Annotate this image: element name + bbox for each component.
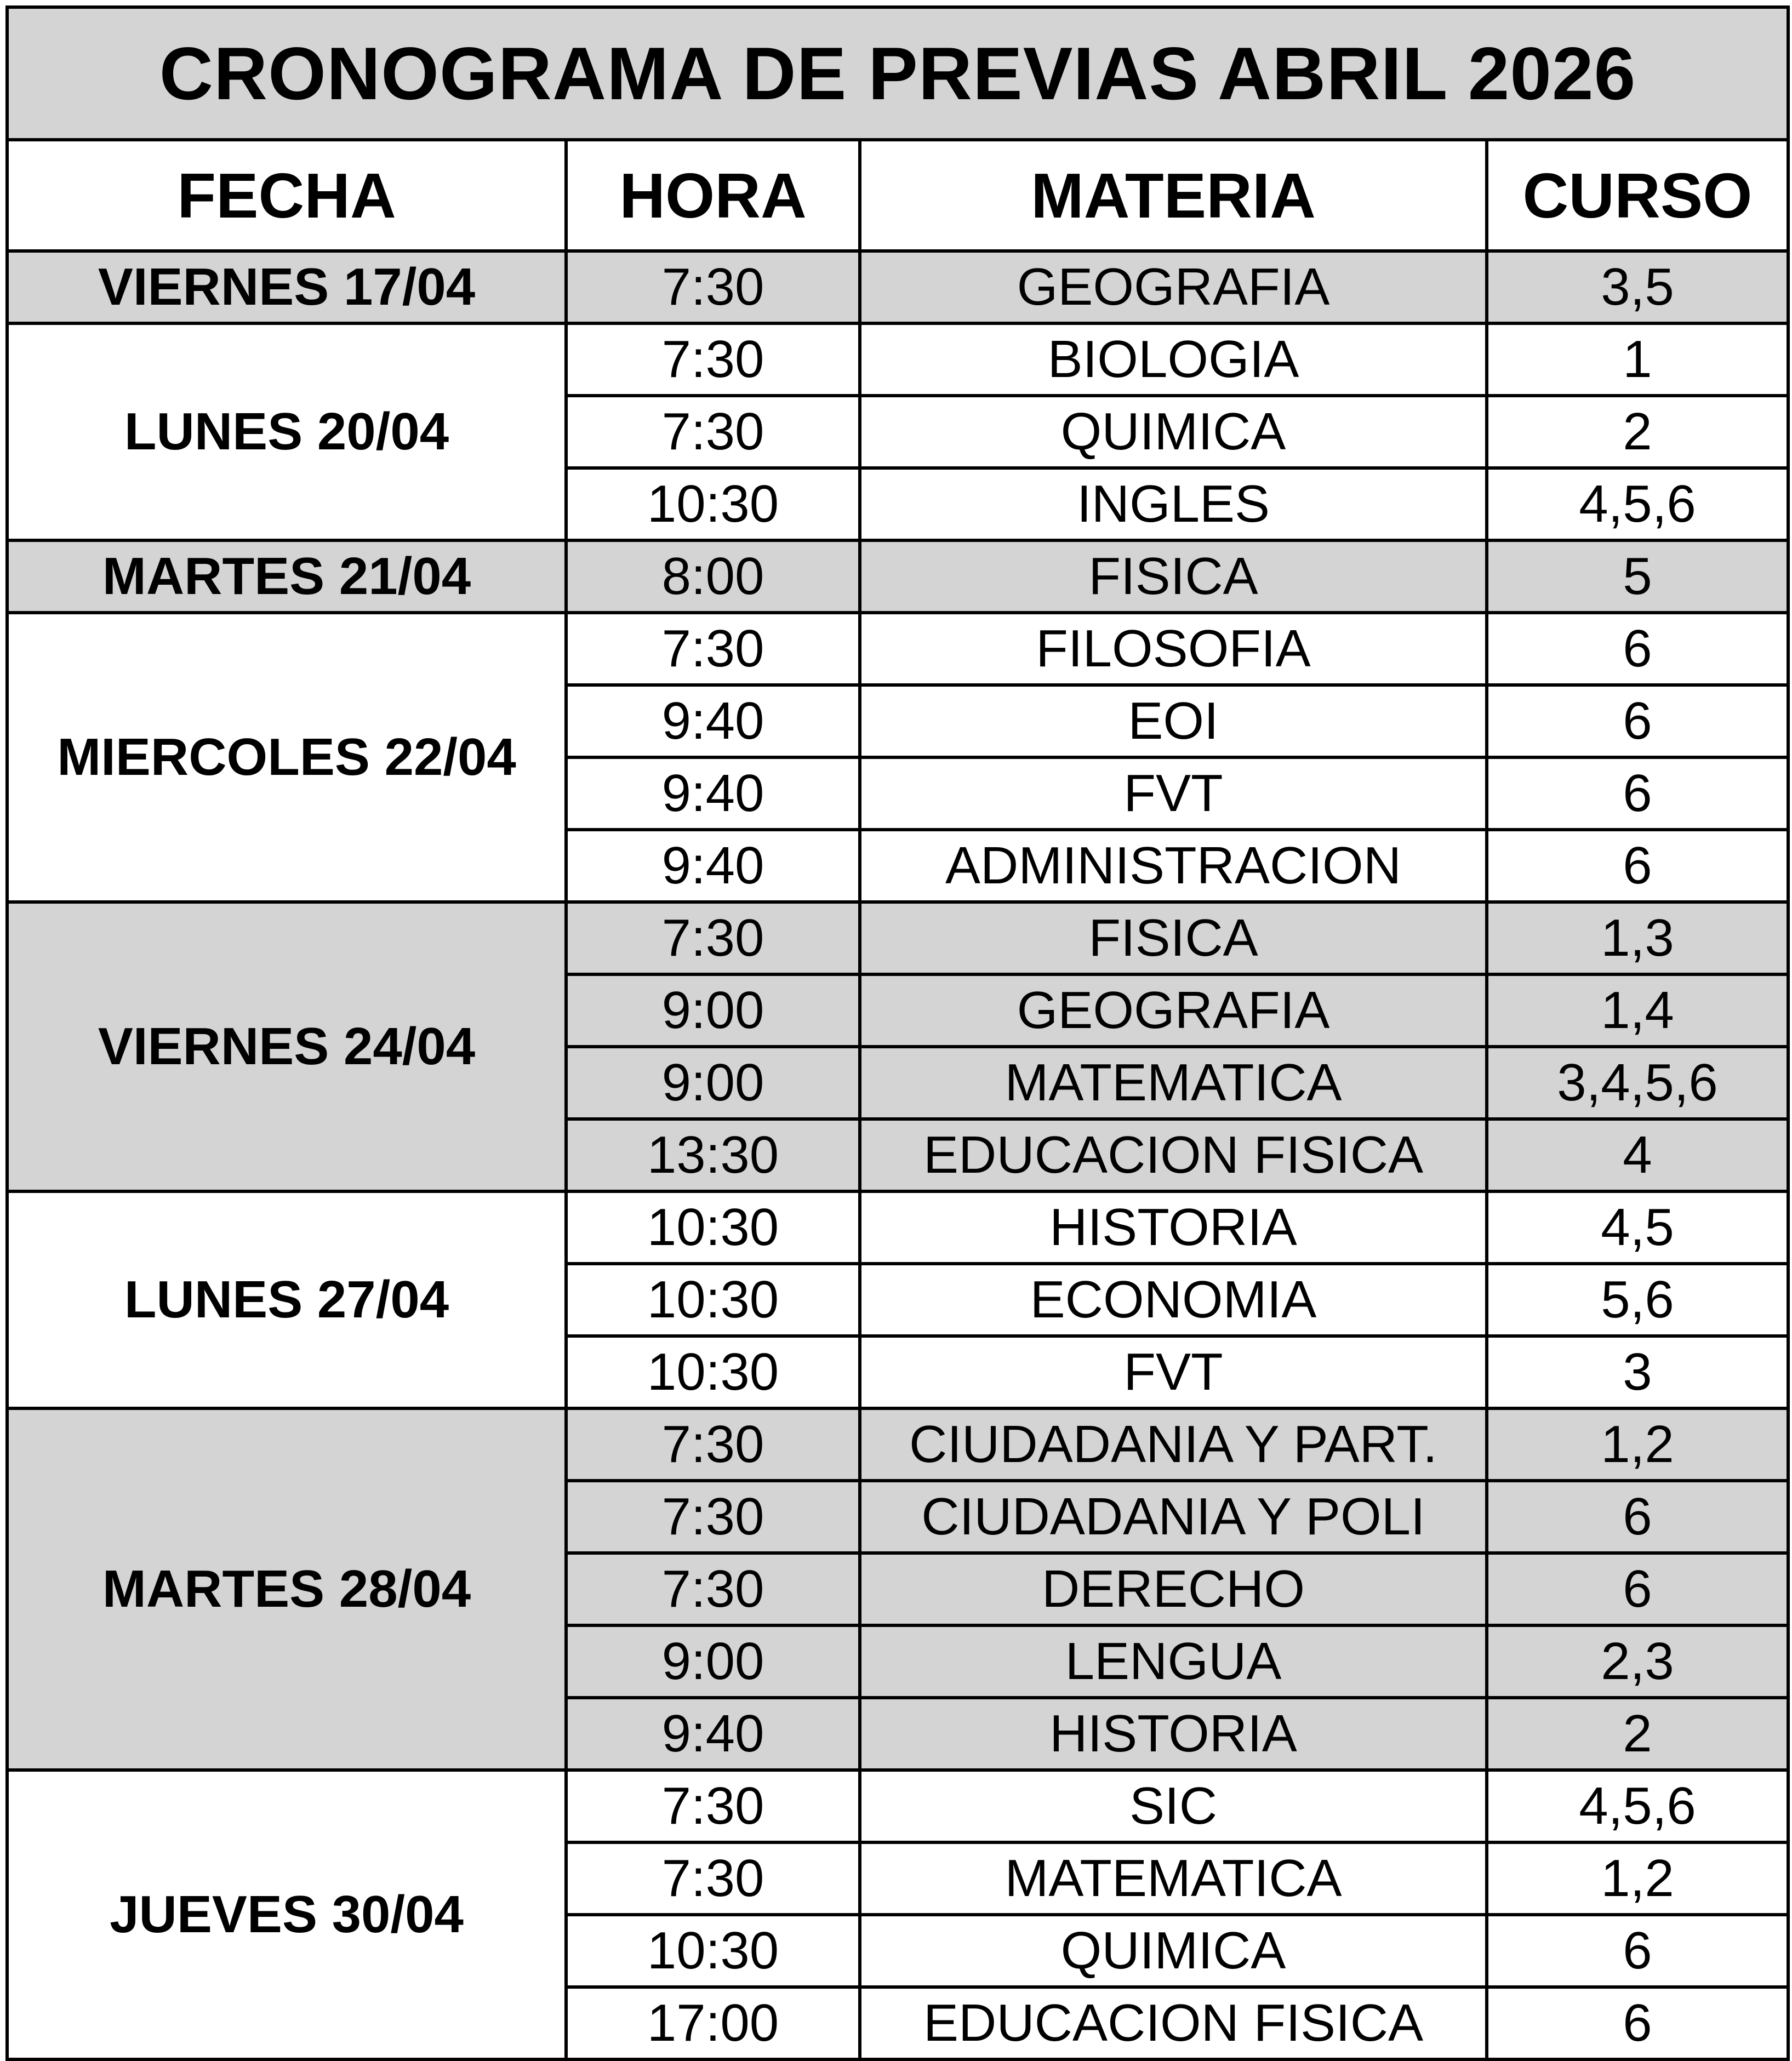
- materia-cell: DERECHO: [860, 1553, 1487, 1625]
- curso-cell: 6: [1487, 1987, 1788, 2059]
- hora-cell: 10:30: [566, 1191, 860, 1264]
- materia-cell: ECONOMIA: [860, 1264, 1487, 1336]
- date-cell: LUNES 27/04: [7, 1191, 566, 1408]
- curso-cell: 2: [1487, 1698, 1788, 1770]
- materia-cell: FVT: [860, 757, 1487, 830]
- materia-cell: EDUCACION FISICA: [860, 1119, 1487, 1191]
- header-fecha: FECHA: [7, 140, 566, 251]
- materia-cell: LENGUA: [860, 1625, 1487, 1698]
- hora-cell: 10:30: [566, 468, 860, 540]
- schedule-sheet: [5, 5, 1787, 2052]
- curso-cell: 1,2: [1487, 1842, 1788, 1915]
- hora-cell: 9:40: [566, 830, 860, 902]
- curso-cell: 6: [1487, 685, 1788, 757]
- materia-cell: CIUDADANIA Y PART.: [860, 1408, 1487, 1481]
- materia-cell: HISTORIA: [860, 1191, 1487, 1264]
- curso-cell: 5,6: [1487, 1264, 1788, 1336]
- curso-cell: 4,5: [1487, 1191, 1788, 1264]
- materia-cell: FILOSOFIA: [860, 613, 1487, 685]
- curso-cell: 6: [1487, 757, 1788, 830]
- title-row: [7, 7, 1788, 140]
- hora-cell: 10:30: [566, 1336, 860, 1408]
- curso-cell: 3: [1487, 1336, 1788, 1408]
- hora-cell: 9:00: [566, 974, 860, 1047]
- schedule-table: [5, 5, 1790, 2061]
- materia-cell: EOI: [860, 685, 1487, 757]
- hora-cell: 7:30: [566, 902, 860, 974]
- header-row: [7, 140, 1788, 251]
- hora-cell: 9:40: [566, 757, 860, 830]
- hora-cell: 10:30: [566, 1915, 860, 1987]
- date-cell: MARTES 21/04: [7, 540, 566, 613]
- date-cell: VIERNES 17/04: [7, 251, 566, 323]
- schedule-title: CRONOGRAMA DE PREVIAS ABRIL 2026: [7, 7, 1788, 140]
- table-row: [7, 1191, 1788, 1264]
- curso-cell: 2: [1487, 396, 1788, 468]
- curso-cell: 4,5,6: [1487, 1770, 1788, 1842]
- table-row: [7, 323, 1788, 396]
- header-hora: HORA: [566, 140, 860, 251]
- table-row: [7, 613, 1788, 685]
- materia-cell: SIC: [860, 1770, 1487, 1842]
- hora-cell: 9:40: [566, 1698, 860, 1770]
- header-materia: MATERIA: [860, 140, 1487, 251]
- materia-cell: FISICA: [860, 540, 1487, 613]
- materia-cell: GEOGRAFIA: [860, 251, 1487, 323]
- materia-cell: HISTORIA: [860, 1698, 1487, 1770]
- hora-cell: 7:30: [566, 1481, 860, 1553]
- curso-cell: 3,4,5,6: [1487, 1047, 1788, 1119]
- materia-cell: BIOLOGIA: [860, 323, 1487, 396]
- table-row: [7, 902, 1788, 974]
- curso-cell: 6: [1487, 1915, 1788, 1987]
- hora-cell: 7:30: [566, 396, 860, 468]
- curso-cell: 6: [1487, 1553, 1788, 1625]
- hora-cell: 7:30: [566, 1770, 860, 1842]
- curso-cell: 5: [1487, 540, 1788, 613]
- curso-cell: 2,3: [1487, 1625, 1788, 1698]
- hora-cell: 9:00: [566, 1047, 860, 1119]
- materia-cell: QUIMICA: [860, 1915, 1487, 1987]
- curso-cell: 6: [1487, 830, 1788, 902]
- curso-cell: 3,5: [1487, 251, 1788, 323]
- curso-cell: 1: [1487, 323, 1788, 396]
- materia-cell: GEOGRAFIA: [860, 974, 1487, 1047]
- table-row: [7, 251, 1788, 323]
- table-row: [7, 1770, 1788, 1842]
- curso-cell: 4,5,6: [1487, 468, 1788, 540]
- materia-cell: CIUDADANIA Y POLI: [860, 1481, 1487, 1553]
- table-row: [7, 540, 1788, 613]
- curso-cell: 4: [1487, 1119, 1788, 1191]
- hora-cell: 17:00: [566, 1987, 860, 2059]
- hora-cell: 7:30: [566, 323, 860, 396]
- hora-cell: 8:00: [566, 540, 860, 613]
- hora-cell: 13:30: [566, 1119, 860, 1191]
- hora-cell: 7:30: [566, 1842, 860, 1915]
- hora-cell: 7:30: [566, 613, 860, 685]
- hora-cell: 9:40: [566, 685, 860, 757]
- date-cell: VIERNES 24/04: [7, 902, 566, 1191]
- curso-cell: 1,4: [1487, 974, 1788, 1047]
- materia-cell: EDUCACION FISICA: [860, 1987, 1487, 2059]
- date-cell: JUEVES 30/04: [7, 1770, 566, 2059]
- curso-cell: 6: [1487, 613, 1788, 685]
- materia-cell: ADMINISTRACION: [860, 830, 1487, 902]
- curso-cell: 6: [1487, 1481, 1788, 1553]
- hora-cell: 7:30: [566, 251, 860, 323]
- hora-cell: 9:00: [566, 1625, 860, 1698]
- date-cell: LUNES 20/04: [7, 323, 566, 540]
- materia-cell: FISICA: [860, 902, 1487, 974]
- hora-cell: 10:30: [566, 1264, 860, 1336]
- hora-cell: 7:30: [566, 1553, 860, 1625]
- materia-cell: MATEMATICA: [860, 1842, 1487, 1915]
- date-cell: MARTES 28/04: [7, 1408, 566, 1770]
- date-cell: MIERCOLES 22/04: [7, 613, 566, 902]
- curso-cell: 1,2: [1487, 1408, 1788, 1481]
- materia-cell: QUIMICA: [860, 396, 1487, 468]
- materia-cell: INGLES: [860, 468, 1487, 540]
- materia-cell: FVT: [860, 1336, 1487, 1408]
- header-curso: CURSO: [1487, 140, 1788, 251]
- hora-cell: 7:30: [566, 1408, 860, 1481]
- materia-cell: MATEMATICA: [860, 1047, 1487, 1119]
- table-row: [7, 1408, 1788, 1481]
- curso-cell: 1,3: [1487, 902, 1788, 974]
- schedule-body: [7, 251, 1788, 2059]
